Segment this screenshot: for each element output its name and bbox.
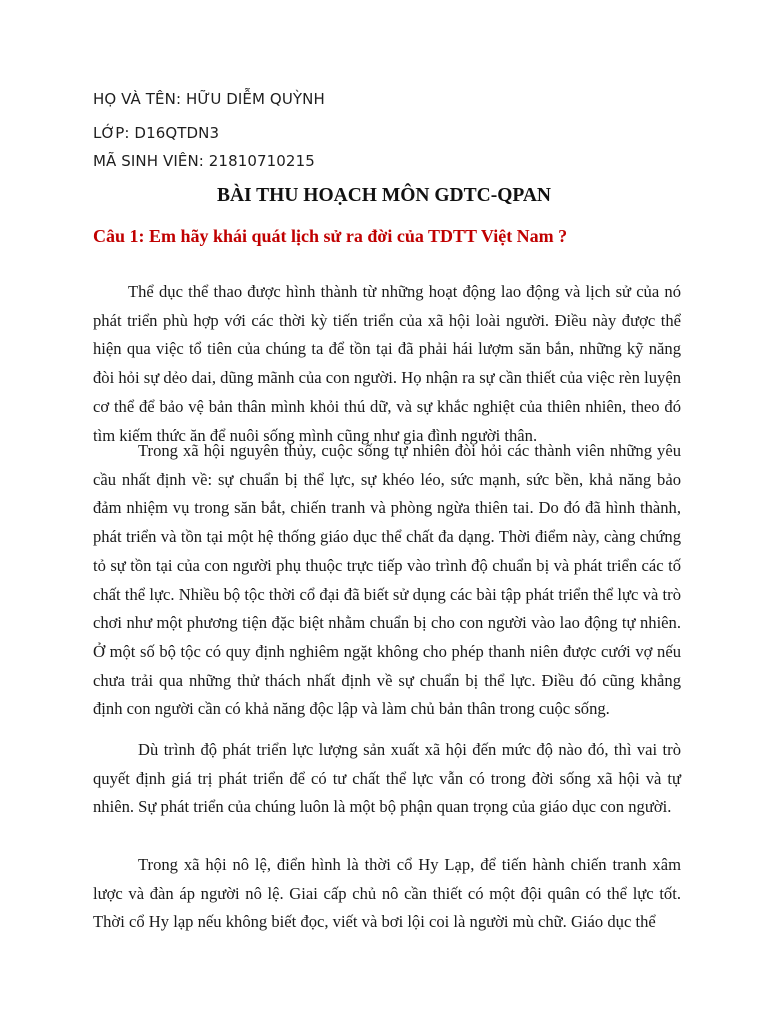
paragraph-2: Trong xã hội nguyên thủy, cuộc sống tự nhiên đòi hỏi các thành viên những yêu cầu nhất định về: sự chuẩn bị thể lực, sự khéo léo, sức mạnh, sức bền, khả năng bảo đảm nhiệm vụ trong săn bắt, chiến tranh và phòng ngừa thiên tai. Do đó đã hình thành, phát triển và tồn tại một hệ thống giáo dục thể chất đa dạng. Thời điểm này, càng chứng tỏ sự tồn tại của con người phụ thuộc trực tiếp vào trình độ chuẩn bị và phát triển các tố chất thể lực. Nhiều bộ tộc thời cổ đại đã biết sử dụng các bài tập phát triển thể lực và trò chơi như một phương tiện đặc biệt nhằm chuẩn bị cho con người vào lao động tự nhiên. Ở một số bộ tộc có quy định nghiêm ngặt không cho phép thanh niên được cưới vợ nếu chưa trải qua những thử thách nhất định về sự chuẩn bị thể lực. Điều đó cũng khẳng định con người cần có khả năng độc lập và làm chủ bản thân trong cuộc sống. xyxy=(93,441,681,719)
paragraph-1: Thể dục thể thao được hình thành từ những hoạt động lao động và lịch sử của nó phát triển phù hợp với các thời kỳ tiến triển của xã hội loài người. Điều này được thể hiện qua việc tổ tiên của chúng ta để tồn tại đã phải hái lượm săn bắn, những kỹ năng đòi hỏi sự dẻo dai, dũng mãnh của con người. Họ nhận ra sự cần thiết của việc rèn luyện cơ thể để bảo vệ bản thân mình khỏi thú dữ, và sự khắc nghiệt của thiên nhiên, theo đó tìm kiếm thức ăn để nuôi sống mình cũng như gia đình người thân. xyxy=(93,282,681,445)
document-title: BÀI THU HOẠCH MÔN GDTC-QPAN xyxy=(216,185,552,206)
student-id-line: MÃ SINH VIÊN: 21810710215 xyxy=(93,152,315,170)
paragraph-3: Dù trình độ phát triển lực lượng sản xuất xã hội đến mức độ nào đó, thì vai trò quyết định giá trị phát triển để có tư chất thể lực vẫn có trong đời sống xã hội và tự nhiên. Sự phát triển của chúng luôn là một bộ phận quan trọng của giáo dục con người. xyxy=(93,740,681,817)
question-heading: Câu 1: Em hãy khái quát lịch sử ra đời của TDTT Việt Nam ? xyxy=(93,226,568,246)
paragraph-4: Trong xã hội nô lệ, điển hình là thời cổ Hy Lạp, để tiến hành chiến tranh xâm lược và đàn áp người nô lệ. Giai cấp chủ nô cần thiết có một đội quân có thể lực tốt. Thời cổ Hy lạp nếu không biết đọc, viết và bơi lội coi là người mù chữ. Giáo dục thể xyxy=(93,855,681,932)
student-name-line: HỌ VÀ TÊN: HỮU DIỄM QUỲNH xyxy=(93,90,325,108)
student-class-line: LỚP: D16QTDN3 xyxy=(93,124,220,142)
